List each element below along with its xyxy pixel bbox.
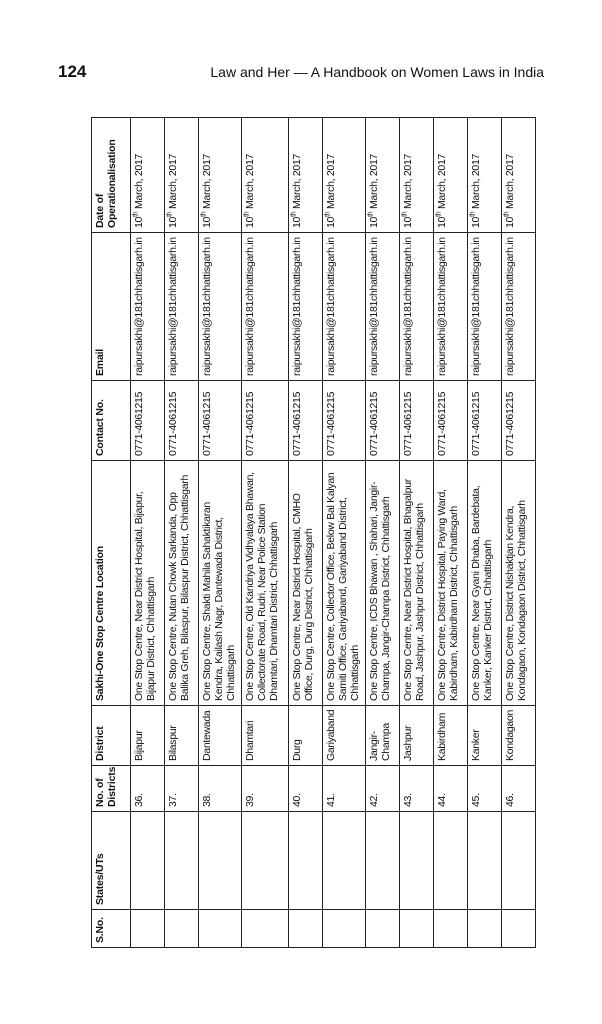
cell-contact: 0771-4061215 <box>165 381 199 461</box>
cell-num-districts: 38. <box>199 766 241 812</box>
date-suffix: th <box>290 211 298 217</box>
cell-num-districts: 42. <box>365 766 399 812</box>
table-row <box>289 118 323 948</box>
cell-district: Bilaspur <box>165 706 199 766</box>
cell-state <box>467 812 501 910</box>
cell-email: raipursakhi@181chhattisgarh.in <box>365 233 399 381</box>
cell-email: raipursakhi@181chhattisgarh.in <box>501 233 535 381</box>
column-header-num-districts: No. of Districts <box>92 766 131 812</box>
cell-sno <box>323 910 365 948</box>
cell-date <box>165 118 199 233</box>
table-row <box>323 118 365 948</box>
cell-location: One Stop Centre, Collector Office, Below Bal Kalyan Samiti Office, Gariyaband, Gariyaband District, Chhattisgarh <box>323 461 365 706</box>
cell-state <box>323 812 365 910</box>
cell-email: raipursakhi@181chhattisgarh.in <box>289 233 323 381</box>
cell-district: Durg <box>289 706 323 766</box>
cell-sno <box>165 910 199 948</box>
column-header-district: District <box>92 706 131 766</box>
cell-location: One Stop Centre, Nutan Chowk Sarkanda, Opp Balika Greh, Bilaspur, Bilaspur District, Chhattisgarh <box>165 461 199 706</box>
column-header-contact: Contact No. <box>92 381 131 461</box>
cell-location: One Stop Centre, Near District Hospital, Bijapur, Bijapur District, Chhattisgarh <box>131 461 165 706</box>
cell-state <box>131 812 165 910</box>
date-day: 10 <box>167 216 180 228</box>
table-row <box>131 118 165 948</box>
table-row <box>165 118 199 948</box>
column-header-states: States/UTs <box>92 812 131 910</box>
table-row <box>365 118 399 948</box>
date-day: 10 <box>401 216 414 228</box>
date-suffix: th <box>401 211 409 217</box>
cell-contact: 0771-4061215 <box>467 381 501 461</box>
date-rest: March, 2017 <box>401 153 414 212</box>
date-rest: March, 2017 <box>325 153 338 212</box>
cell-state <box>399 812 433 910</box>
cell-contact: 0771-4061215 <box>365 381 399 461</box>
cell-num-districts: 43. <box>399 766 433 812</box>
date-day: 10 <box>291 216 304 228</box>
cell-date <box>289 118 323 233</box>
cell-contact: 0771-4061215 <box>131 381 165 461</box>
column-header-sno: S.No. <box>92 910 131 948</box>
cell-date <box>365 118 399 233</box>
table-body <box>131 118 536 948</box>
cell-sno <box>131 910 165 948</box>
date-rest: March, 2017 <box>469 153 482 212</box>
cell-state <box>199 812 241 910</box>
date-day: 10 <box>133 216 145 228</box>
cell-state <box>433 812 467 910</box>
cell-sno <box>501 910 535 948</box>
cell-date <box>399 118 433 233</box>
cell-location: One Stop Centre, Shakti Mahila Sahaktikaran Kendra, Kailash Nagr, Dantewada District, Chhattisgarh <box>199 461 241 706</box>
cell-email: raipursakhi@181chhattisgarh.in <box>399 233 433 381</box>
table-row <box>199 118 241 948</box>
date-day: 10 <box>243 216 256 228</box>
table-row <box>241 118 289 948</box>
date-rest: March, 2017 <box>201 153 214 212</box>
page-number: 124 <box>58 62 87 81</box>
cell-state <box>165 812 199 910</box>
cell-email: raipursakhi@181chhattisgarh.in <box>467 233 501 381</box>
date-suffix: th <box>132 211 140 217</box>
cell-location: One Stop Centre, Near Gyani Dhaba, Bardebata, Kanker, Kanker District, Chhattisgarh <box>467 461 501 706</box>
date-day: 10 <box>325 216 338 228</box>
date-day: 10 <box>201 216 214 228</box>
cell-sno <box>365 910 399 948</box>
cell-date <box>199 118 241 233</box>
date-rest: March, 2017 <box>243 153 256 212</box>
cell-state <box>501 812 535 910</box>
rotated-table-container <box>91 118 536 948</box>
date-rest: March, 2017 <box>133 153 145 212</box>
date-rest: March, 2017 <box>503 153 516 212</box>
cell-date <box>241 118 289 233</box>
date-suffix: th <box>367 211 375 217</box>
cell-num-districts: 46. <box>501 766 535 812</box>
cell-location: One Stop Centre, Old Kandriya Vidhyalaya Bhawan, Collectorate Road, Rudri, Near Police Station Dhamtari, Dhamtari District, Chhattisgarh <box>241 461 289 706</box>
cell-district: Kanker <box>467 706 501 766</box>
cell-contact: 0771-4061215 <box>501 381 535 461</box>
cell-sno <box>433 910 467 948</box>
date-day: 10 <box>367 216 380 228</box>
cell-email: raipursakhi@181chhattisgarh.in <box>241 233 289 381</box>
cell-num-districts: 44. <box>433 766 467 812</box>
running-title: Law and Her — A Handbook on Women Laws in India <box>210 64 544 80</box>
cell-email: raipursakhi@181chhattisgarh.in <box>165 233 199 381</box>
cell-district: Kabirdham <box>433 706 467 766</box>
table-header-row <box>92 118 131 948</box>
date-rest: March, 2017 <box>167 153 180 212</box>
date-suffix: th <box>166 211 174 217</box>
cell-contact: 0771-4061215 <box>399 381 433 461</box>
cell-num-districts: 45. <box>467 766 501 812</box>
cell-district: Dhamtari <box>241 706 289 766</box>
cell-date <box>323 118 365 233</box>
cell-contact: 0771-4061215 <box>433 381 467 461</box>
date-day: 10 <box>435 216 448 228</box>
date-day: 10 <box>469 216 482 228</box>
cell-district: Dantewada <box>199 706 241 766</box>
cell-district: Kondagaon <box>501 706 535 766</box>
cell-location: One Stop Centre, ICDS Bhawan , Shahari, Jangir-Champa, Jangir-Champa District, Chhattisgarh <box>365 461 399 706</box>
date-day: 10 <box>503 216 516 228</box>
cell-date <box>433 118 467 233</box>
cell-email: raipursakhi@181chhattisgarh.in <box>199 233 241 381</box>
cell-num-districts: 41. <box>323 766 365 812</box>
cell-email: raipursakhi@181chhattisgarh.in <box>131 233 165 381</box>
cell-sno <box>199 910 241 948</box>
date-suffix: th <box>200 211 208 217</box>
column-header-email: Email <box>92 233 131 381</box>
cell-num-districts: 37. <box>165 766 199 812</box>
cell-location: One Stop Centre, Near District Hospital, Bhagalpur Road, Jashpur, Jashpur District, Chhattisgarh <box>399 461 433 706</box>
cell-sno <box>289 910 323 948</box>
date-suffix: th <box>324 211 332 217</box>
date-rest: March, 2017 <box>367 153 380 212</box>
cell-location: One Stop Centre, District Nishaktjan Kendra, Kondagaon, Kondagaon District, Chhattisgarh <box>501 461 535 706</box>
date-suffix: th <box>243 211 251 217</box>
cell-date <box>501 118 535 233</box>
date-suffix: th <box>469 211 477 217</box>
cell-num-districts: 40. <box>289 766 323 812</box>
cell-location: One Stop Centre, District Hospital, Paying Ward, Kabirdham, Kabirdham District, Chhattisgarh <box>433 461 467 706</box>
cell-state <box>365 812 399 910</box>
cell-sno <box>467 910 501 948</box>
cell-date <box>467 118 501 233</box>
table-row <box>399 118 433 948</box>
cell-sno <box>399 910 433 948</box>
date-suffix: th <box>435 211 443 217</box>
cell-state <box>289 812 323 910</box>
cell-contact: 0771-4061215 <box>289 381 323 461</box>
date-suffix: th <box>503 211 511 217</box>
cell-contact: 0771-4061215 <box>199 381 241 461</box>
cell-district: Jangir-Champa <box>365 706 399 766</box>
cell-email: raipursakhi@181chhattisgarh.in <box>323 233 365 381</box>
cell-district: Gariyaband <box>323 706 365 766</box>
date-rest: March, 2017 <box>435 153 448 212</box>
cell-num-districts: 36. <box>131 766 165 812</box>
cell-contact: 0771-4061215 <box>323 381 365 461</box>
table-row <box>467 118 501 948</box>
column-header-date: Date of Operationalisation <box>92 118 131 233</box>
table-row <box>433 118 467 948</box>
cell-district: Jashpur <box>399 706 433 766</box>
column-header-location: Sakhi-One Stop Centre Location <box>92 461 131 706</box>
cell-contact: 0771-4061215 <box>241 381 289 461</box>
cell-sno <box>241 910 289 948</box>
cell-state <box>241 812 289 910</box>
one-stop-centre-table <box>91 117 536 948</box>
cell-email: raipursakhi@181chhattisgarh.in <box>433 233 467 381</box>
cell-date <box>131 118 165 233</box>
date-rest: March, 2017 <box>291 153 304 212</box>
cell-location: One Stop Centre, Near District Hospital, CMHO Office, Durg, Durg District, Chhattisgarh <box>289 461 323 706</box>
table-row <box>501 118 535 948</box>
cell-num-districts: 39. <box>241 766 289 812</box>
cell-district: Bijapur <box>131 706 165 766</box>
